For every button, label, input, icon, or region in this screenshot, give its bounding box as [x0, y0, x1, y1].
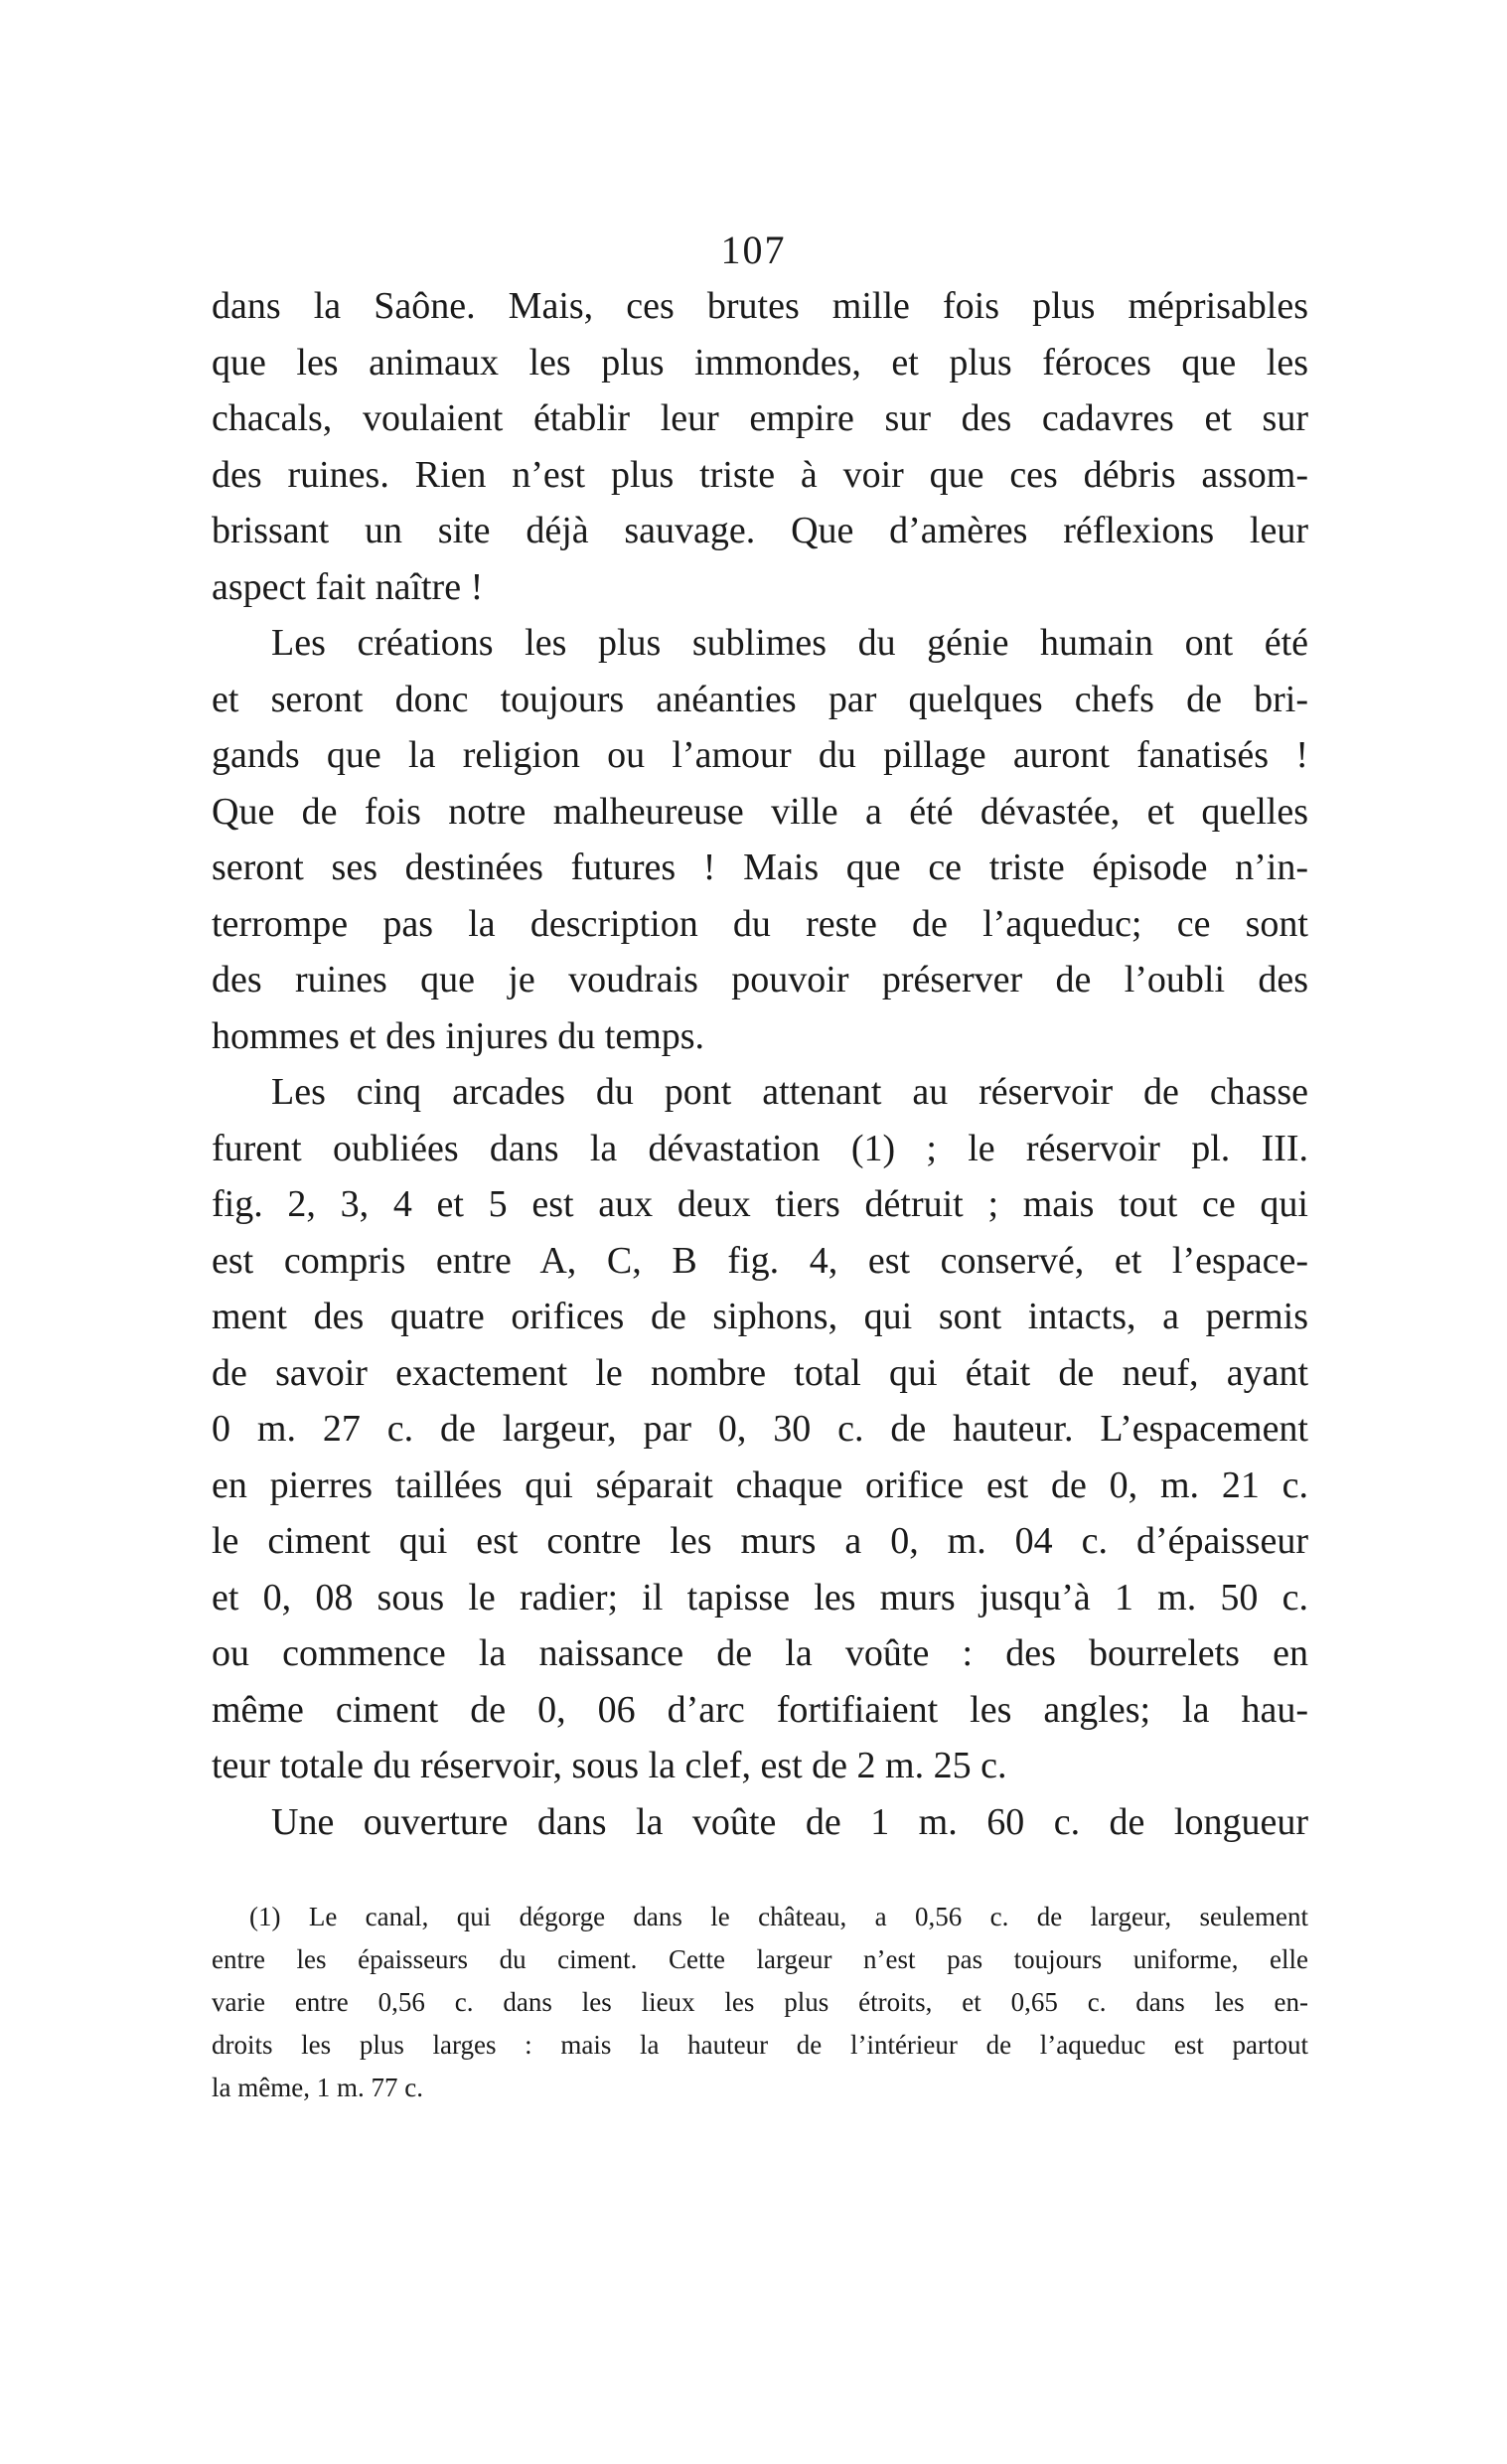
text-line: des ruines que je voudrais pouvoir préserver de l’oubli des [212, 959, 1308, 1001]
text-line: en pierres taillées qui séparait chaque orifice est de 0, m. 21 c. [212, 1463, 1308, 1506]
text-line: même ciment de 0, 06 d’arc fortifiaient les angles; la hau- [212, 1688, 1308, 1731]
paragraph-start-line: Une ouverture dans la voûte de 1 m. 60 c. de longueur [271, 1800, 1308, 1843]
text-line: furent oubliées dans la dévastation (1) ; le réservoir pl. III. [212, 1127, 1308, 1169]
body-text [212, 278, 1308, 1850]
text-line: le ciment qui est contre les murs a 0, m. 04 c. d’épaisseur [212, 1520, 1308, 1562]
text-line: de savoir exactement le nombre total qui était de neuf, ayant [212, 1351, 1308, 1394]
text-line: et 0, 08 sous le radier; il tapisse les murs jusqu’à 1 m. 50 c. [212, 1576, 1308, 1618]
text-line: Que de fois notre malheureuse ville a été dévastée, et quelles [212, 790, 1308, 833]
page-number: 107 [720, 228, 787, 272]
text-line: et seront donc toujours anéanties par quelques chefs de bri- [212, 678, 1308, 720]
footnote-line: entre les épaisseurs du ciment. Cette largeur n’est pas toujours uniforme, elle [212, 1944, 1308, 1974]
footnote-line: varie entre 0,56 c. dans les lieux les plus étroits, et 0,65 c. dans les en- [212, 1987, 1308, 2017]
paragraph-start-line: Les cinq arcades du pont attenant au réservoir de chasse [271, 1071, 1308, 1113]
text-line: ou commence la naissance de la voûte : des bourrelets en [212, 1632, 1308, 1674]
text-line: seront ses destinées futures ! Mais que ce triste épisode n’in- [212, 847, 1308, 888]
footnote [212, 1896, 1308, 2109]
text-line: aspect fait naître ! [212, 565, 484, 608]
text-line: ment des quatre orifices de siphons, qui sont intacts, a permis [212, 1296, 1308, 1337]
footnote-line: la même, 1 m. 77 c. [212, 2073, 423, 2102]
text-line: 0 m. 27 c. de largeur, par 0, 30 c. de hauteur. L’espacement [212, 1408, 1308, 1450]
text-line: que les animaux les plus immondes, et plus féroces que les [212, 341, 1308, 384]
footnote-line: (1) Le canal, qui dégorge dans le château, a 0,56 c. de largeur, seulement [249, 1902, 1308, 1931]
text-line: dans la Saône. Mais, ces brutes mille fois plus méprisables [212, 285, 1308, 327]
text-line: hommes et des injures du temps. [212, 1014, 705, 1057]
text-line: est compris entre A, C, B fig. 4, est conservé, et l’espace- [212, 1239, 1308, 1282]
footnote-line: droits les plus larges : mais la hauteur de l’intérieur de l’aqueduc est partout [212, 2030, 1308, 2060]
text-line: fig. 2, 3, 4 et 5 est aux deux tiers détruit ; mais tout ce qui [212, 1183, 1308, 1225]
text-line: brissant un site déjà sauvage. Que d’amères réflexions leur [212, 510, 1308, 551]
text-line: chacals, voulaient établir leur empire sur des cadavres et sur [212, 397, 1308, 439]
text-line: gands que la religion ou l’amour du pillage auront fanatisés ! [212, 734, 1308, 776]
paragraph-start-line: Les créations les plus sublimes du génie humain ont été [271, 622, 1308, 664]
text-line: teur totale du réservoir, sous la clef, est de 2 m. 25 c. [212, 1745, 1007, 1786]
text-line: terrompe pas la description du reste de l’aqueduc; ce sont [212, 902, 1308, 945]
text-line: des ruines. Rien n’est plus triste à voir que ces débris assom- [212, 453, 1308, 496]
